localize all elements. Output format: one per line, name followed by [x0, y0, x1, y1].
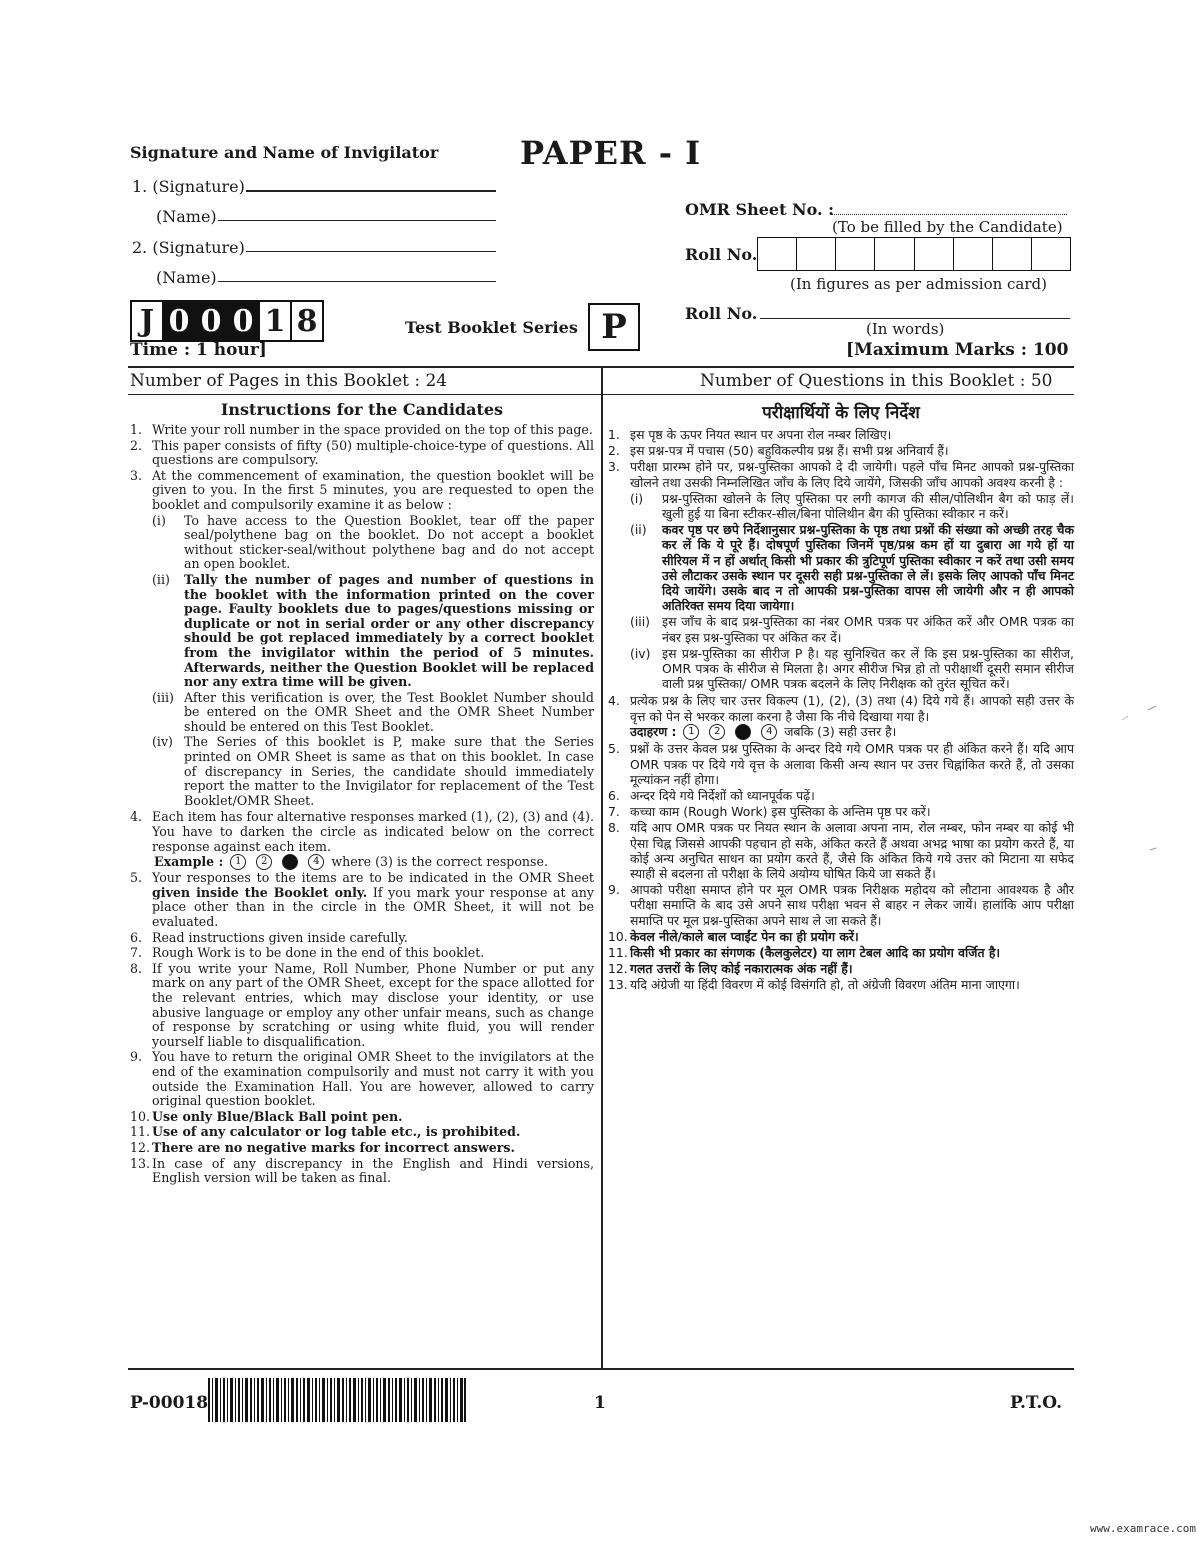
series-box: P [588, 303, 640, 351]
list-item: 1. इस पृष्ठ के ऊपर नियत स्थान पर अपना रोल नम्बर लिखिए। [608, 427, 892, 442]
option-bubble: 2 [709, 724, 725, 740]
list-item: 9. आपको परीक्षा समाप्त होने पर मूल OMR पत्रक निरीक्षक महोदय को लौटाना आवश्यक है और परीक्षा समाप्ति के बाद उसे अपने साथ परीक्षा भवन से बाहर न लेकर जायें। हालांकि आप परीक्षा समाप्ति पर मूल प्रश्न-पुस्तिका अपने साथ ले जा सकते हैं। [608, 882, 1074, 928]
sub-item: (iv) इस प्रश्न-पुस्तिका का सीरीज P है। यह सुनिश्चित कर लें कि इस प्रश्न-पुस्तिका का सीरीज, OMR पत्रक के सीरीज से मिलता है। अगर सीरीज भिन्न हो तो परीक्षार्थी दूसरी समान सीरीज वाली प्रश्न पुस्तिका/ OMR पत्रक बदलने के लिए निरीक्षक को तुरंत सूचित करें। [630, 645, 1074, 692]
pto-label: P.T.O. [1010, 1393, 1062, 1413]
watermark: www.examrace.com [1090, 1522, 1196, 1535]
list-item: 13. यदि अंग्रेजी या हिंदी विवरण में कोई विसंगति हो, तो अंग्रेजी विवरण अंतिम माना जाएगा। [608, 977, 1020, 993]
sub-item: (iv) The Series of this booklet is P, make sure that the Series printed on OMR Sheet is same as that on this booklet. In case of discrepancy in Series, the candidate should immediately report the matter to the Invigilator for replacement of the Test Booklet/OMR Sheet. [152, 734, 594, 808]
signature-1-label: 1. (Signature) [132, 177, 245, 196]
option-bubble: 2 [256, 854, 272, 870]
scan-mark [1118, 700, 1158, 860]
roll-number-note: (In figures as per admission card) [790, 275, 1047, 293]
column-divider [601, 367, 603, 1369]
name-2-line[interactable] [218, 281, 496, 282]
code-char: 0 [226, 300, 260, 342]
code-char: 0 [194, 300, 228, 342]
list-item: 11. किसी भी प्रकार का संगणक (कैलकुलेटर) या लाग टेबल आदि का प्रयोग वर्जित है। [608, 945, 1001, 960]
name-1-line[interactable] [218, 220, 496, 221]
filled-bubble [282, 854, 298, 870]
omr-sheet-field[interactable] [832, 214, 1067, 215]
roll-words-note: (In words) [866, 320, 945, 338]
invigilator-heading: Signature and Name of Invigilator [130, 143, 439, 162]
questions-info: Number of Questions in this Booklet : 50 [700, 371, 1053, 391]
option-bubble: 4 [761, 724, 777, 740]
list-item: 3. At the commencement of examination, the question booklet will be given to you. In the first 5 minutes, you are requested to open the booklet and compulsorily examine it as below : (i) To have access to the Question Booklet, tear off the paper seal/polythene bag on the booklet. Do not accept a booklet without sticker-seal/without polythene bag and do not accept an open booklet. (ii) Tally the number of pages and number of questions in the booklet with the information printed on the cover page. Faulty booklets due to pages/questions missing or duplicate or not in serial order or any other discrepancy should be got replaced immediately by a correct booklet from the invigilator within the period of 5 minutes. Afterwards, neither the Question Booklet will be replaced nor any extra time will be given. (iii) After this verification is over, the Test Booklet Number should be entered on the OMR Sheet and the OMR Sheet Number should be entered on this Test Booklet. (iv) The Series of this booklet is P, make sure that the Series printed on OMR Sheet is same as that on this booklet. In case of discrepancy in Series, the candidate should immediately report the matter to the Invigilator for replacement of the Test Booklet/OMR Sheet. [130, 467, 594, 808]
list-item: 10. केवल नीले/काले बाल प्वाईंट पेन का ही प्रयोग करें। [608, 928, 859, 944]
booklet-code [130, 300, 322, 342]
list-item: 9. You have to return the original OMR Sheet to the invigilators at the end of the examination compulsorily and must not carry it with you outside the Examination Hall. You are however, allowed to carry original question booklet. [130, 1049, 594, 1109]
roll-words-line[interactable] [760, 318, 1070, 319]
hindi-instructions [608, 400, 1074, 994]
booklet-serial: P-00018 [130, 1393, 209, 1413]
list-item: 12. There are no negative marks for incorrect answers. [130, 1139, 515, 1155]
bottom-divider [128, 1368, 1074, 1370]
sub-item: (ii) कवर पृष्ठ पर छपे निर्देशानुसार प्रश्न-पुस्तिका के पृष्ठ तथा प्रश्नों की संख्या को अच्छी तरह चैक कर लें कि ये पूरे हैं। दोषपूर्ण पुस्तिका जिनमें पृष्ठ/प्रश्न कम हों या दुबारा आ गये हों या सीरियल में न हों अर्थात् किसी भी प्रकार की त्रुटिपूर्ण पुस्तिका स्वीकार न करें तथा उसी समय उसे लौटाकर उसके स्थान पर दूसरी सही प्रश्न-पुस्तिका ले लें। इसके लिए आपको पाँच मिनट दिये जायेंगे। उसके बाद न तो आपकी प्रश्न-पुस्तिका वापस ली जायेगी और न ही आपको अतिरिक्त समय दिया जायेगा। [630, 522, 1074, 614]
paper-title: PAPER - I [520, 134, 702, 172]
option-bubble: 1 [683, 724, 699, 740]
list-item: 10. Use only Blue/Black Ball point pen. [130, 1108, 403, 1124]
example-row: उदाहरण : 1 2 4 जबकि (3) सही उत्तर है। [630, 723, 897, 739]
option-bubble: 1 [230, 854, 246, 870]
code-char: 8 [290, 300, 324, 342]
filled-bubble [735, 724, 751, 740]
code-char: J [130, 300, 164, 342]
sub-item: (i) प्रश्न-पुस्तिका खोलने के लिए पुस्तिका पर लगी कागज की सील/पोलिथीन बैग को फाड़ लें। खुली हुई या बिना स्टीकर-सील/बिना पोलिथीन बैग की पुस्तिका स्वीकार न करें। [630, 490, 1074, 522]
sub-item: (i) To have access to the Question Booklet, tear off the paper seal/polythene bag on the booklet. Do not accept a booklet without sticker-seal/without polythene bag and do not accept an open booklet. [152, 512, 594, 572]
list-item: 2. This paper consists of fifty (50) multiple-choice-type of questions. All questions are compulsory. [130, 437, 594, 468]
list-item: 13. In case of any discrepancy in the English and Hindi versions, English version will be taken as final. [130, 1155, 594, 1186]
time-label: Time : 1 hour] [130, 340, 267, 360]
hindi-heading: परीक्षार्थियों के लिए निर्देश [762, 403, 920, 423]
page-number: 1 [594, 1393, 606, 1413]
list-item: 4. Each item has four alternative responses marked (1), (2), (3) and (4). You have to darken the circle as indicated below on the correct response against each item. Example : 1 2 4 where (3) is the correct response. [130, 809, 594, 869]
list-item: 7. कच्चा काम (Rough Work) इस पुस्तिका के अन्तिम पृष्ठ पर करें। [608, 804, 931, 820]
list-item: 8. If you write your Name, Roll Number, Phone Number or put any mark on any part of the OMR Sheet, except for the space allotted for the relevant entries, which may disclose your identity, or use abusive language or employ any other unfair means, such as change of response by scratching or using white fluid, you will render yourself liable to disqualification. [130, 960, 594, 1049]
list-item: 5. Your responses to the items are to be indicated in the OMR Sheet given inside the Booklet only. If you mark your response at any place other than in the circle in the OMR Sheet, it will not be evaluated. [130, 870, 594, 929]
list-item: 8. यदि आप OMR पत्रक पर नियत स्थान के अलावा अपना नाम, रोल नम्बर, फोन नम्बर या कोई भी ऐसा चिह्न जिससे आपकी पहचान हो सके, अंकित करते हैं अथवा अभद्र भाषा का प्रयोग करते हैं, या कोई अन्य अनुचित साधन का प्रयोग करते हैं, जैसे कि अंकित किये गये उत्तर को मिटाना या सफेद स्याही से बदलना तो परीक्षा के लिये अयोग्य घोषित किये जा सकते हैं। [608, 820, 1074, 881]
code-char: 1 [258, 300, 292, 342]
option-bubble: 4 [308, 854, 324, 870]
signature-1-line[interactable] [246, 190, 496, 192]
list-item: 3. परीक्षा प्रारम्भ होने पर, प्रश्न-पुस्तिका आपको दे दी जायेगी। पहले पाँच मिनट आपको प्रश्न-पुस्तिका खोलने तथा उसकी निम्नलिखित जाँच के लिए दिये जायेंगे, जिसकी जाँच आपको अवश्य करनी है : (i) प्रश्न-पुस्तिका खोलने के लिए पुस्तिका पर लगी कागज की सील/पोलिथीन बैग को फाड़ लें। खुली हुई या बिना स्टीकर-सील/बिना पोलिथीन बैग की पुस्तिका स्वीकार न करें। (ii) कवर पृष्ठ पर छपे निर्देशानुसार प्रश्न-पुस्तिका के पृष्ठ तथा प्रश्नों की संख्या को अच्छी तरह चैक कर लें कि ये पूरे हैं। दोषपूर्ण पुस्तिका जिनमें पृष्ठ/प्रश्न कम हों या दुबारा आ गये हों या सीरियल में न हों अर्थात् किसी भी प्रकार की त्रुटिपूर्ण पुस्तिका स्वीकार न करें तथा उसी समय उसे लौटाकर उसके स्थान पर दूसरी सही प्रश्न-पुस्तिका ले लें। इसके लिए आपको पाँच मिनट दिये जायेंगे। उसके बाद न तो आपकी प्रश्न-पुस्तिका वापस ली जायेगी और न ही आपको अतिरिक्त समय दिया जायेगा। (iii) इस जाँच के बाद प्रश्न-पुस्तिका का नंबर OMR पत्रक पर अंकित करें और OMR पत्रक का नंबर इस प्रश्न-पुस्तिका पर अंकित कर दें। (iv) इस प्रश्न-पुस्तिका का सीरीज P है। यह सुनिश्चित कर लें कि इस प्रश्न-पुस्तिका का सीरीज, OMR पत्रक के सीरीज से मिलता है। अगर सीरीज भिन्न हो तो परीक्षार्थी दूसरी समान सीरीज वाली प्रश्न पुस्तिका/ OMR पत्रक बदलने के लिए निरीक्षक को तुरंत सूचित करें। [608, 459, 1074, 692]
sub-item: (iii) After this verification is over, the Test Booklet Number should be entered on the OMR Sheet and the OMR Sheet Number should be entered on this Test Booklet. [152, 689, 594, 734]
pages-info: Number of Pages in this Booklet : 24 [130, 371, 448, 391]
list-item: 2. इस प्रश्न-पत्र में पचास (50) बहुविकल्पीय प्रश्न हैं। सभी प्रश्न अनिवार्य हैं। [608, 443, 949, 459]
sub-item: (ii) Tally the number of pages and number of questions in the booklet with the information printed on the cover page. Faulty booklets due to pages/questions missing or duplicate or not in serial order or any other discrepancy should be got replaced immediately by a correct booklet from the invigilator within the period of 5 minutes. Afterwards, neither the Question Booklet will be replaced nor any extra time will be given. [152, 571, 594, 690]
list-item: 1. Write your roll number in the space provided on the top of this page. [130, 422, 593, 437]
code-char: 0 [162, 300, 196, 342]
example-row: Example : 1 2 4 where (3) is the correct response. [154, 853, 548, 869]
name-2-label: (Name) [156, 268, 217, 287]
list-item: 12. गलत उत्तरों के लिए कोई नकारात्मक अंक नहीं हैं। [608, 961, 853, 977]
roll-number-boxes[interactable] [757, 237, 1071, 271]
list-item: 4. प्रत्येक प्रश्न के लिए चार उत्तर विकल्प (1), (2), (3) तथा (4) दिये गये हैं। आपको सही उत्तर के वृत्त को पेन से भरकर काला करना है जैसा कि नीचे दिखाया गया है। उदाहरण : 1 2 4 जबकि (3) सही उत्तर है। [608, 693, 1074, 739]
list-item: 7. Rough Work is to be done in the end of this booklet. [130, 945, 485, 961]
signature-2-line[interactable] [246, 251, 496, 252]
list-item: 6. अन्दर दिये गये निर्देशों को ध्यानपूर्वक पढ़ें। [608, 787, 815, 803]
series-label: Test Booklet Series [405, 318, 578, 337]
sub-item: (iii) इस जाँच के बाद प्रश्न-पुस्तिका का नंबर OMR पत्रक पर अंकित करें और OMR पत्रक का नंबर इस प्रश्न-पुस्तिका पर अंकित कर दें। [630, 614, 1074, 645]
list-item: 11. Use of any calculator or log table etc., is prohibited. [130, 1124, 521, 1140]
omr-sheet-label: OMR Sheet No. : [685, 200, 835, 219]
name-1-label: (Name) [156, 207, 217, 226]
maximum-marks: [Maximum Marks : 100 [846, 340, 1069, 360]
list-item: 5. प्रश्नों के उत्तर केवल प्रश्न पुस्तिका के अन्दर दिये गये OMR पत्रक पर ही अंकित करने हैं। यदि आप OMR पत्रक पर दिये गये वृत्त के अलावा किसी अन्य स्थान पर उत्तर चिह्नांकित करते हैं, तो उसका मूल्यांकन नहीं होगा। [608, 741, 1074, 787]
omr-sheet-note: (To be filled by the Candidate) [832, 218, 1063, 236]
barcode [208, 1378, 466, 1422]
list-item: 6. Read instructions given inside carefully. [130, 929, 408, 945]
roll-number-label: Roll No. [685, 245, 758, 264]
english-heading: Instructions for the Candidates [220, 400, 504, 419]
signature-2-label: 2. (Signature) [132, 238, 245, 257]
english-instructions [130, 400, 594, 1187]
roll-words-label: Roll No. [685, 304, 758, 323]
